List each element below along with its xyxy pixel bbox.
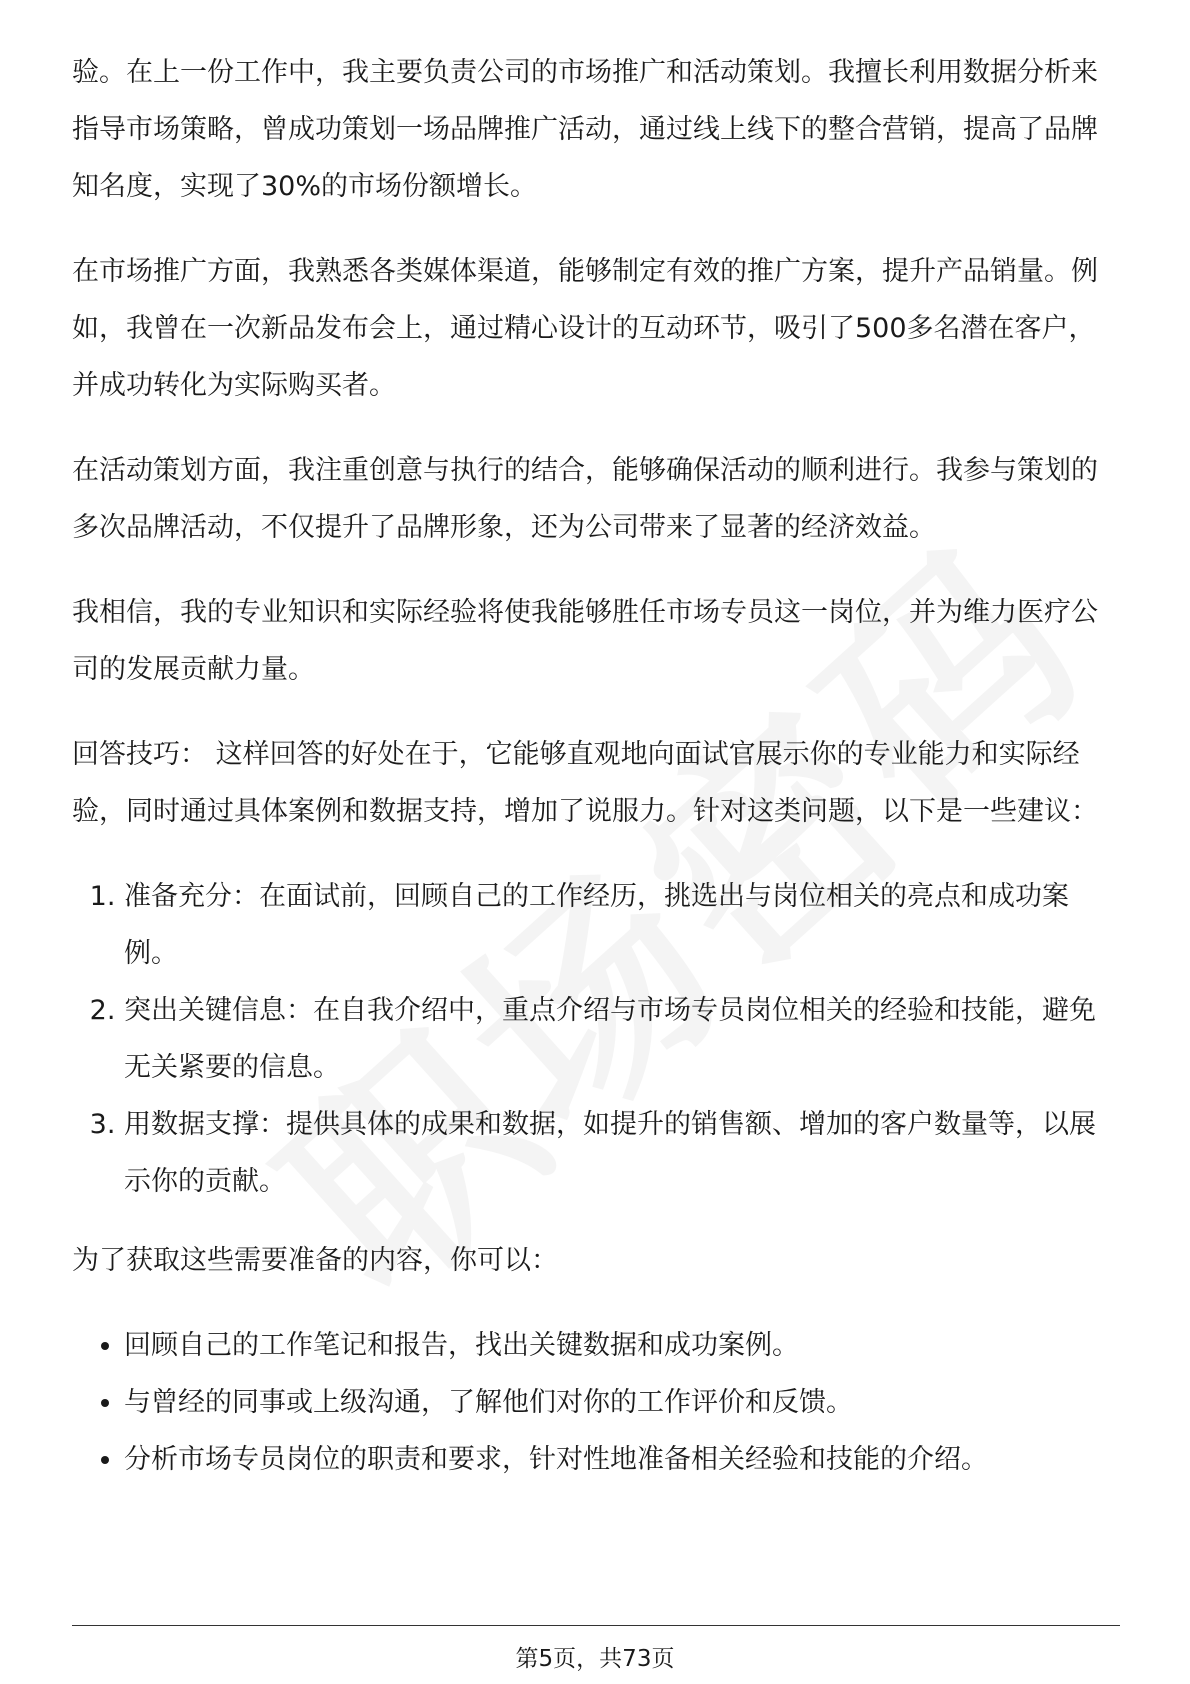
list-item: • 与曾经的同事或上级沟通，了解他们对你的工作评价和反馈。 <box>124 1374 1122 1431</box>
page-number: 第5页，共73页 <box>515 1646 675 1672</box>
paragraph-bullets-intro: 为了获取这些需要准备的内容，你可以： <box>72 1245 558 1276</box>
prep-bullet-list <box>72 1317 1122 1488</box>
list-item: • 回顾自己的工作笔记和报告，找出关键数据和成功案例。 <box>124 1317 1122 1374</box>
list-item: 1. 准备充分：在面试前，回顾自己的工作经历，挑选出与岗位相关的亮点和成功案例。 <box>124 868 1122 982</box>
paragraph-events: 在活动策划方面，我注重创意与执行的结合，能够确保活动的顺利进行。我参与策划的多次品牌活动，不仅提升了品牌形象，还为公司带来了显著的经济效益。 <box>72 455 1098 543</box>
footer-divider <box>72 1625 1120 1626</box>
document-body <box>72 44 1122 1488</box>
list-item: 2. 突出关键信息：在自我介绍中，重点介绍与市场专员岗位相关的经验和技能，避免无关紧要的信息。 <box>124 982 1122 1096</box>
list-item: 3. 用数据支撑：提供具体的成果和数据，如提升的销售额、增加的客户数量等，以展示你的贡献。 <box>124 1096 1122 1210</box>
paragraph-conclusion: 我相信，我的专业知识和实际经验将使我能够胜任市场专员这一岗位，并为维力医疗公司的发展贡献力量。 <box>72 597 1098 685</box>
paragraph-answer-tips: 回答技巧： 这样回答的好处在于，它能够直观地向面试官展示你的专业能力和实际经验，同时通过具体案例和数据支持，增加了说服力。针对这类问题，以下是一些建议： <box>72 739 1098 827</box>
list-item: • 分析市场专员岗位的职责和要求，针对性地准备相关经验和技能的介绍。 <box>124 1431 1122 1488</box>
paragraph-experience: 验。在上一份工作中，我主要负责公司的市场推广和活动策划。我擅长利用数据分析来指导市场策略，曾成功策划一场品牌推广活动，通过线上线下的整合营销，提高了品牌知名度，实现了30%的市场份额增长。 <box>72 57 1098 202</box>
tips-numbered-list <box>72 868 1122 1210</box>
paragraph-marketing: 在市场推广方面，我熟悉各类媒体渠道，能够制定有效的推广方案，提升产品销量。例如，我曾在一次新品发布会上，通过精心设计的互动环节，吸引了500多名潜在客户，并成功转化为实际购买者。 <box>72 256 1098 401</box>
